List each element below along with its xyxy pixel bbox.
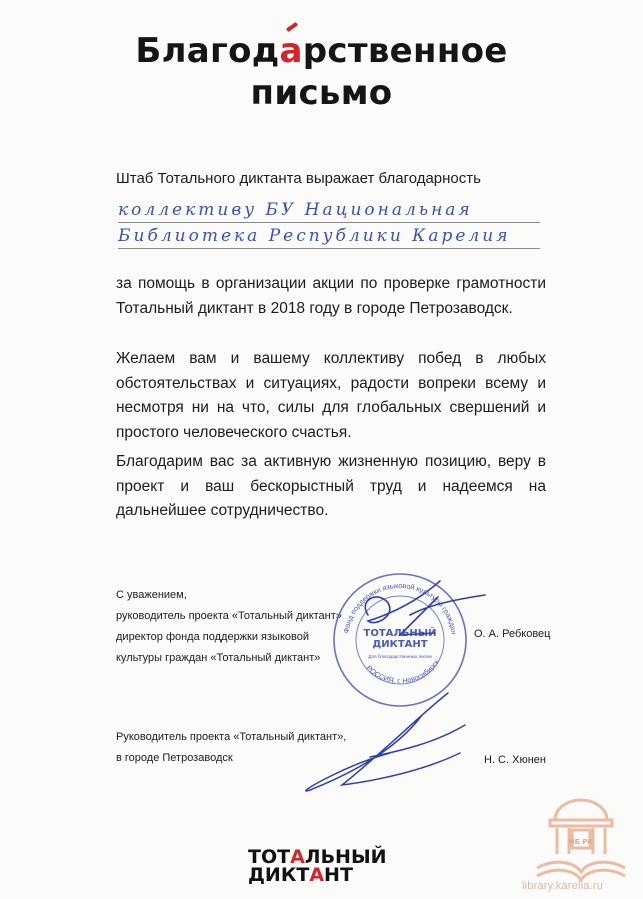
logo-2-pre: ДИКТ — [248, 864, 310, 886]
signatory-1-position: директор фонда поддержки языковой — [116, 631, 309, 643]
signatory-2-city: в городе Петрозаводск — [116, 752, 233, 764]
signatory-2-role: Руководитель проекта «Тотальный диктант», — [116, 731, 347, 743]
signatory-1-role: руководитель проекта «Тотальный диктант» — [116, 610, 342, 622]
body-paragraph-3 — [116, 450, 546, 524]
recipient-underline-1 — [118, 222, 540, 223]
watermark-cornice — [550, 820, 612, 826]
title-text-post: рственное — [302, 31, 508, 71]
signatory-1-name: О. А. Ребковец — [474, 628, 551, 640]
title-line-2: письмо — [250, 73, 393, 113]
recipient-underline-2 — [118, 248, 540, 249]
signatory-1-position-cont: культуры граждан «Тотальный диктант» — [116, 652, 321, 664]
stamp-center-small: Для благодарственных писем — [368, 654, 432, 659]
library-watermark-emblem — [525, 782, 637, 892]
paragraph-wishes: Желаем вам и вашему коллективу побед в любых обстоятельствах и ситуациях, радости вопреки всему и несмотря ни на что, силы для глобальных свершений и простого человеческого счастья. — [116, 350, 546, 441]
signature-1-stroke — [365, 581, 485, 635]
stamp-center-line-2: ДИКТАНТ — [372, 639, 428, 650]
logo-1-accent: А — [290, 846, 305, 868]
handwritten-recipient-line-1: коллективу БУ Национальная — [118, 200, 473, 220]
signature-2-stroke — [306, 693, 465, 791]
signatory-2-name: Н. С. Хюнен — [484, 754, 546, 766]
logo-2-accent: А — [309, 864, 325, 886]
signatory-1-greeting: С уважением, — [116, 589, 187, 601]
watermark-dome — [555, 800, 607, 820]
paragraph-gratitude: Благодарим вас за активную жизненную позицию, веру в проект и ваш бескорыстный труд и надеемся на дальнейшее сотрудничество. — [116, 453, 546, 519]
logo-1-post: ЛЬНЫЙ — [304, 846, 387, 868]
stamp-ring-textpath: Фонд поддержки языковой культуры граждан — [341, 580, 459, 635]
logo-line-2 — [248, 866, 387, 884]
handwritten-signature — [250, 575, 500, 825]
logo-2-post: НТ — [324, 864, 353, 886]
handwritten-recipient-line-2: Библиотека Республики Карелия — [118, 226, 511, 246]
stamp-bottom-textpath: РОССИЯ, г. Новосибирск — [364, 657, 441, 686]
watermark-site: library.karelia.ru — [522, 880, 604, 892]
title-text-pre: Благод — [135, 31, 280, 71]
watermark-emblem-text: НБ РК — [568, 838, 594, 846]
body-paragraph-1 — [116, 272, 546, 321]
page-title — [0, 30, 643, 114]
stamp-center-line-1: ТОТАЛЬНЫЙ — [363, 628, 437, 639]
logo-1-pre: ТОТ — [248, 846, 291, 868]
intro-text: Штаб Тотального диктанта выражает благодарность — [116, 170, 481, 187]
totalny-diktant-logo — [248, 848, 387, 884]
body-paragraph-2 — [116, 347, 546, 445]
paragraph-thanks: за помощь в организации акции по проверке грамотности Тотальный диктант в 2018 году в городе Петрозаводск. — [116, 275, 546, 317]
title-accent-letter: а — [279, 31, 303, 71]
title-line-1 — [0, 30, 643, 72]
